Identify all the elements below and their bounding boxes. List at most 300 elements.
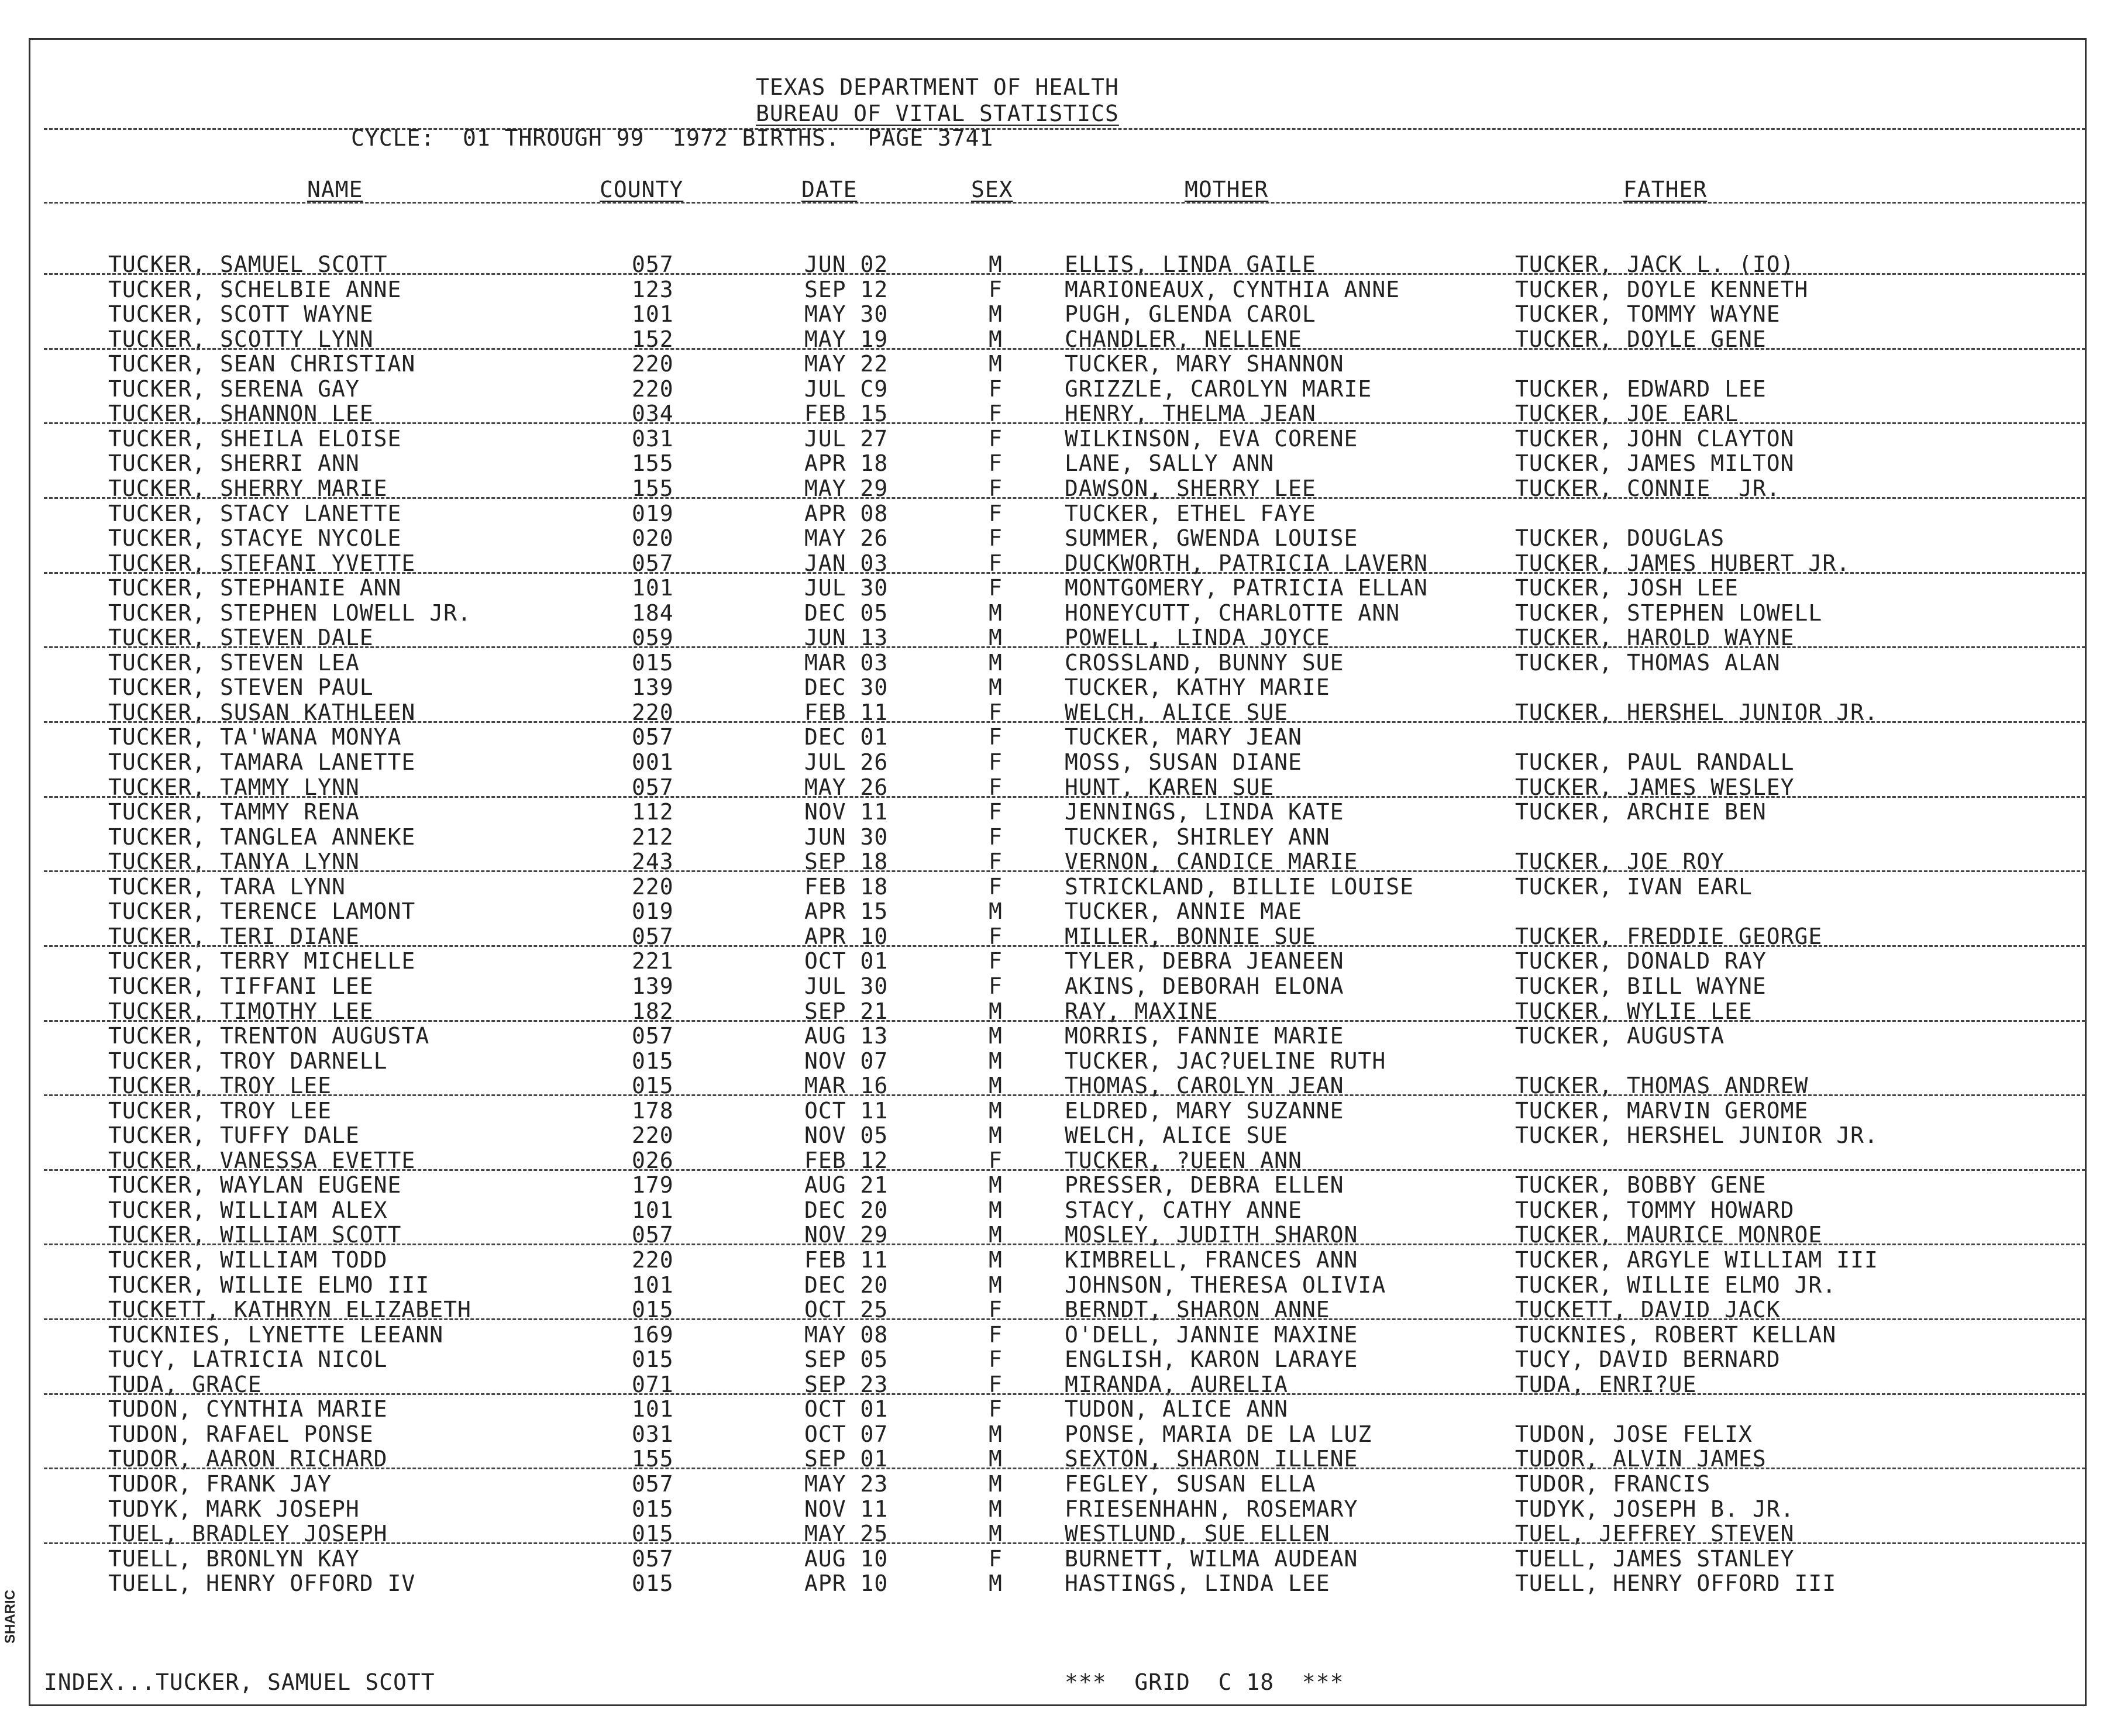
cell-county: 026 <box>632 1147 674 1173</box>
cell-father: TUCKER, DOYLE GENE <box>1515 326 1767 352</box>
cell-sex: F <box>989 873 1003 900</box>
cell-date: AUG 13 <box>804 1023 889 1049</box>
cell-father: TUDA, ENRI?UE <box>1515 1371 1697 1397</box>
cell-mother: PRESSER, DEBRA ELLEN <box>1065 1172 1344 1198</box>
cell-mother: TUDON, ALICE ANN <box>1065 1396 1289 1422</box>
cell-date: APR 10 <box>804 923 889 949</box>
cell-county: 101 <box>632 1272 674 1298</box>
table-row <box>0 1423 2058 1448</box>
cell-sex: M <box>989 1048 1003 1074</box>
cell-county: 059 <box>632 625 674 651</box>
cell-sex: F <box>989 699 1003 725</box>
cell-sex: F <box>989 1147 1003 1173</box>
cell-father: TUCKER, CONNIE JR. <box>1515 475 1781 501</box>
cell-date: DEC 01 <box>804 724 889 750</box>
cell-sex: F <box>989 824 1003 850</box>
cell-mother: O'DELL, JANNIE MAXINE <box>1065 1321 1358 1348</box>
cell-county: 101 <box>632 575 674 601</box>
cell-county: 057 <box>632 1222 674 1248</box>
cell-date: OCT 25 <box>804 1297 889 1323</box>
table-row <box>0 378 2058 402</box>
cell-father: TUCKER, THOMAS ALAN <box>1515 649 1781 676</box>
cell-sex: M <box>989 1023 1003 1049</box>
row-rule <box>44 348 2085 350</box>
table-row <box>0 1124 2058 1149</box>
table-row <box>0 649 2058 676</box>
cell-father: TUCKER, EDWARD LEE <box>1515 376 1767 402</box>
cell-date: FEB 11 <box>804 1247 889 1273</box>
table-row <box>0 900 2058 925</box>
cell-mother: HENRY, THELMA JEAN <box>1065 401 1316 427</box>
cell-county: 221 <box>632 948 674 974</box>
cell-date: APR 15 <box>804 898 889 925</box>
cell-name: TUCKER, TA'WANA MONYA <box>108 724 402 750</box>
cell-mother: MOSLEY, JUDITH SHARON <box>1065 1222 1358 1248</box>
table-row <box>0 1249 2058 1273</box>
cell-date: SEP 21 <box>804 998 889 1024</box>
row-rule <box>44 497 2085 499</box>
table-row <box>0 452 2058 477</box>
cell-sex: M <box>989 1470 1003 1497</box>
cell-date: JUN 13 <box>804 625 889 651</box>
table-row <box>0 1097 2058 1124</box>
cell-sex: M <box>989 1521 1003 1547</box>
cell-father: TUCKER, JAMES WESLEY <box>1515 774 1795 800</box>
cell-date: JUL C9 <box>804 376 889 402</box>
cell-sex: F <box>989 376 1003 402</box>
cell-county: 101 <box>632 1396 674 1422</box>
cell-sex: M <box>989 674 1003 701</box>
cell-date: MAY 29 <box>804 475 889 501</box>
table-row <box>0 602 2058 626</box>
cell-mother: POWELL, LINDA JOYCE <box>1065 625 1330 651</box>
cell-county: 071 <box>632 1371 674 1397</box>
row-rule <box>44 273 2085 275</box>
cell-sex: M <box>989 1272 1003 1298</box>
cell-date: FEB 15 <box>804 401 889 427</box>
table-row <box>0 826 2058 850</box>
cell-sex: M <box>989 252 1003 277</box>
cell-father: TUCKER, MAURICE MONROE <box>1515 1222 1823 1248</box>
cell-county: 057 <box>632 252 674 277</box>
cell-sex: F <box>989 923 1003 949</box>
cell-date: OCT 01 <box>804 1396 889 1422</box>
cell-mother: TUCKER, ETHEL FAYE <box>1065 500 1316 526</box>
row-rule <box>44 1020 2085 1022</box>
cell-county: 155 <box>632 450 674 477</box>
cell-father: TUCKER, IVAN EARL <box>1515 873 1753 900</box>
cell-sex: F <box>989 749 1003 775</box>
table-row <box>0 873 2058 900</box>
cell-county: 057 <box>632 774 674 800</box>
cell-name: TUDON, CYNTHIA MARIE <box>108 1396 388 1422</box>
cell-sex: F <box>989 500 1003 526</box>
cell-name: TUCKER, SAMUEL SCOTT <box>108 252 388 277</box>
cell-sex: M <box>989 1222 1003 1248</box>
cell-mother: TUCKER, SHIRLEY ANN <box>1065 824 1330 850</box>
cell-date: OCT 07 <box>804 1421 889 1447</box>
cell-father: TUCKER, THOMAS ANDREW <box>1515 1073 1809 1099</box>
cell-date: OCT 01 <box>804 948 889 974</box>
cell-name: TUCKER, SCOTT WAYNE <box>108 301 374 328</box>
cell-date: MAR 16 <box>804 1073 889 1099</box>
cell-mother: HASTINGS, LINDA LEE <box>1065 1570 1330 1597</box>
cell-sex: F <box>989 724 1003 750</box>
row-rule <box>44 721 2085 723</box>
cell-father: TUDOR, ALVIN JAMES <box>1515 1446 1767 1472</box>
cell-sex: M <box>989 1421 1003 1447</box>
cell-mother: GRIZZLE, CAROLYN MARIE <box>1065 376 1372 402</box>
cell-county: 019 <box>632 500 674 526</box>
cell-date: JUL 26 <box>804 749 889 775</box>
cell-sex: M <box>989 1446 1003 1472</box>
cell-county: 057 <box>632 1470 674 1497</box>
cell-name: TUCKER, WILLIAM TODD <box>108 1247 388 1273</box>
cell-county: 015 <box>632 1521 674 1547</box>
cell-name: TUDOR, AARON RICHARD <box>108 1446 388 1472</box>
cell-name: TUCKER, SEAN CHRISTIAN <box>108 351 416 377</box>
cell-name: TUCKER, SHANNON LEE <box>108 401 374 427</box>
cell-county: 212 <box>632 824 674 850</box>
cell-name: TUCKER, TIMOTHY LEE <box>108 998 374 1024</box>
cell-date: SEP 18 <box>804 849 889 875</box>
cell-mother: BURNETT, WILMA AUDEAN <box>1065 1545 1358 1572</box>
cell-mother: WELCH, ALICE SUE <box>1065 1122 1289 1149</box>
cell-date: NOV 05 <box>804 1122 889 1149</box>
col-header-date: DATE <box>801 177 858 202</box>
cell-father: TUCKER, BOBBY GENE <box>1515 1172 1767 1198</box>
cell-county: 155 <box>632 1446 674 1472</box>
cell-sex: M <box>989 351 1003 377</box>
cell-mother: TUCKER, KATHY MARIE <box>1065 674 1330 701</box>
cell-sex: M <box>989 326 1003 352</box>
table-row <box>0 751 2058 776</box>
cell-sex: M <box>989 1247 1003 1273</box>
cell-name: TUCKER, WAYLAN EUGENE <box>108 1172 402 1198</box>
cell-county: 015 <box>632 1570 674 1597</box>
cell-mother: MONTGOMERY, PATRICIA ELLAN <box>1065 575 1428 601</box>
header-rule-top <box>44 128 2085 130</box>
cell-county: 101 <box>632 301 674 328</box>
cell-name: TUCKER, TERENCE LAMONT <box>108 898 416 925</box>
table-row <box>0 1050 2058 1074</box>
cell-county: 057 <box>632 1545 674 1572</box>
cell-date: DEC 20 <box>804 1197 889 1223</box>
cell-mother: CHANDLER, NELLENE <box>1065 326 1302 352</box>
cell-father: TUCKER, BILL WAYNE <box>1515 973 1767 999</box>
cell-sex: F <box>989 1346 1003 1373</box>
cell-date: AUG 10 <box>804 1545 889 1572</box>
cell-sex: M <box>989 1172 1003 1198</box>
cell-county: 019 <box>632 898 674 925</box>
table-row <box>0 1470 2058 1497</box>
cell-sex: F <box>989 973 1003 999</box>
table-row <box>0 801 2058 825</box>
cell-mother: WELCH, ALICE SUE <box>1065 699 1289 725</box>
cell-sex: M <box>989 1570 1003 1597</box>
cell-father: TUDYK, JOSEPH B. JR. <box>1515 1496 1795 1522</box>
cell-county: 139 <box>632 674 674 701</box>
table-row <box>0 1398 2058 1422</box>
cell-date: MAY 19 <box>804 326 889 352</box>
cell-name: TUCKER, SHEILA ELOISE <box>108 425 402 452</box>
cell-date: APR 10 <box>804 1570 889 1597</box>
cell-sex: F <box>989 849 1003 875</box>
cell-date: DEC 20 <box>804 1272 889 1298</box>
cell-sex: F <box>989 1321 1003 1348</box>
cell-name: TUCKER, STEPHANIE ANN <box>108 575 402 601</box>
cell-mother: MORRIS, FANNIE MARIE <box>1065 1023 1344 1049</box>
cell-father: TUCKER, DONALD RAY <box>1515 948 1767 974</box>
cell-county: 182 <box>632 998 674 1024</box>
row-rule <box>44 572 2085 574</box>
cell-father: TUCKER, TOMMY HOWARD <box>1515 1197 1795 1223</box>
cell-date: FEB 12 <box>804 1147 889 1173</box>
table-row <box>0 502 2058 527</box>
cell-date: JUN 30 <box>804 824 889 850</box>
table-row <box>0 353 2058 377</box>
cell-county: 155 <box>632 475 674 501</box>
table-row <box>0 1274 2058 1298</box>
table-row <box>0 577 2058 601</box>
cell-name: TUCKER, STEVEN DALE <box>108 625 374 651</box>
cell-father: TUCKER, JOE EARL <box>1515 401 1739 427</box>
cell-father: TUCKER, PAUL RANDALL <box>1515 749 1795 775</box>
cell-name: TUCKER, TANYA LYNN <box>108 849 360 875</box>
cell-father: TUCKER, WYLIE LEE <box>1515 998 1753 1024</box>
cell-name: TUDOR, FRANK JAY <box>108 1470 332 1497</box>
cell-date: APR 08 <box>804 500 889 526</box>
cell-sex: M <box>989 898 1003 925</box>
table-row <box>0 950 2058 974</box>
cell-mother: FEGLEY, SUSAN ELLA <box>1065 1470 1316 1497</box>
cell-father: TUCKER, MARVIN GEROME <box>1515 1097 1809 1124</box>
cell-county: 057 <box>632 1023 674 1049</box>
table-row <box>0 1348 2058 1373</box>
cell-mother: MILLER, BONNIE SUE <box>1065 923 1316 949</box>
cell-name: TUCKER, SCOTTY LYNN <box>108 326 374 352</box>
cell-county: 015 <box>632 1496 674 1522</box>
cell-name: TUCKER, TRENTON AUGUSTA <box>108 1023 430 1049</box>
footer-index: INDEX...TUCKER, SAMUEL SCOTT <box>44 1669 435 1695</box>
cell-date: NOV 11 <box>804 799 889 825</box>
cell-county: 057 <box>632 923 674 949</box>
cell-father: TUCKER, FREDDIE GEORGE <box>1515 923 1823 949</box>
cell-county: 015 <box>632 1346 674 1373</box>
cell-county: 220 <box>632 1122 674 1149</box>
cell-date: JUN 02 <box>804 252 889 277</box>
cell-name: TUCKER, TUFFY DALE <box>108 1122 360 1149</box>
cell-sex: M <box>989 1073 1003 1099</box>
cell-date: AUG 21 <box>804 1172 889 1198</box>
cell-county: 220 <box>632 376 674 402</box>
cell-sex: F <box>989 1371 1003 1397</box>
cell-father: TUCKER, WILLIE ELMO JR. <box>1515 1272 1837 1298</box>
cell-name: TUCKER, SUSAN KATHLEEN <box>108 699 416 725</box>
table-row <box>0 1545 2058 1572</box>
cell-mother: ELLIS, LINDA GAILE <box>1065 252 1316 277</box>
cell-sex: F <box>989 1545 1003 1572</box>
cell-name: TUCKER, TAMMY LYNN <box>108 774 360 800</box>
cell-sex: M <box>989 1122 1003 1149</box>
cell-name: TUCKER, SHERRI ANN <box>108 450 360 477</box>
cell-date: NOV 07 <box>804 1048 889 1074</box>
col-header-name: NAME <box>307 177 363 202</box>
cell-sex: F <box>989 948 1003 974</box>
cell-sex: M <box>989 1496 1003 1522</box>
cell-date: NOV 11 <box>804 1496 889 1522</box>
cell-father: TUCKER, DOUGLAS <box>1515 525 1725 552</box>
cell-sex: M <box>989 998 1003 1024</box>
cell-county: 139 <box>632 973 674 999</box>
cell-name: TUCKER, TROY DARNELL <box>108 1048 388 1074</box>
table-row <box>0 425 2058 452</box>
cell-mother: MIRANDA, AURELIA <box>1065 1371 1289 1397</box>
cell-mother: MOSS, SUSAN DIANE <box>1065 749 1302 775</box>
cell-name: TUCKER, TROY LEE <box>108 1097 332 1124</box>
org-title: TEXAS DEPARTMENT OF HEALTH <box>756 74 1119 100</box>
cell-name: TUELL, BRONLYN KAY <box>108 1545 360 1572</box>
cell-father: TUCKER, JOSH LEE <box>1515 575 1739 601</box>
table-row <box>0 1572 2058 1597</box>
cell-county: 178 <box>632 1097 674 1124</box>
header-rule-bottom <box>44 202 2085 204</box>
cell-sex: M <box>989 1197 1003 1223</box>
cell-date: SEP 23 <box>804 1371 889 1397</box>
cell-name: TUCKER, TANGLEA ANNEKE <box>108 824 416 850</box>
cell-date: MAY 26 <box>804 774 889 800</box>
cell-county: 152 <box>632 326 674 352</box>
row-rule <box>44 1393 2085 1395</box>
table-row <box>0 527 2058 552</box>
table-row <box>0 1025 2058 1049</box>
cell-mother: KIMBRELL, FRANCES ANN <box>1065 1247 1358 1273</box>
cell-date: DEC 05 <box>804 600 889 626</box>
cell-date: MAR 03 <box>804 649 889 676</box>
cell-name: TUCKNIES, LYNETTE LEEANN <box>108 1321 444 1348</box>
cell-father: TUCKER, JOE ROY <box>1515 849 1725 875</box>
cell-county: 169 <box>632 1321 674 1348</box>
cell-mother: TYLER, DEBRA JEANEEN <box>1065 948 1344 974</box>
cell-name: TUCKER, WILLIE ELMO III <box>108 1272 430 1298</box>
cell-mother: STRICKLAND, BILLIE LOUISE <box>1065 873 1414 900</box>
cell-date: SEP 01 <box>804 1446 889 1472</box>
row-rule <box>44 870 2085 872</box>
cell-father: TUCKER, JAMES MILTON <box>1515 450 1795 477</box>
cell-date: MAY 08 <box>804 1321 889 1348</box>
cell-date: APR 18 <box>804 450 889 477</box>
cell-name: TUCKER, SHERRY MARIE <box>108 475 388 501</box>
cell-county: 015 <box>632 1048 674 1074</box>
cell-date: JUL 27 <box>804 425 889 452</box>
row-rule <box>44 1244 2085 1245</box>
col-header-sex: SEX <box>971 177 1013 202</box>
cell-county: 179 <box>632 1172 674 1198</box>
cell-mother: MARIONEAUX, CYNTHIA ANNE <box>1065 276 1400 302</box>
cell-father: TUCKER, JAMES HUBERT JR. <box>1515 550 1851 576</box>
cell-father: TUCY, DAVID BERNARD <box>1515 1346 1781 1373</box>
cell-county: 184 <box>632 600 674 626</box>
cell-county: 031 <box>632 425 674 452</box>
cell-name: TUCKER, STEVEN PAUL <box>108 674 374 701</box>
cell-county: 034 <box>632 401 674 427</box>
cell-name: TUCKER, TERRY MICHELLE <box>108 948 416 974</box>
cell-mother: HONEYCUTT, CHARLOTTE ANN <box>1065 600 1400 626</box>
cell-mother: PUGH, GLENDA CAROL <box>1065 301 1316 328</box>
row-rule <box>44 422 2085 424</box>
cell-mother: BERNDT, SHARON ANNE <box>1065 1297 1330 1323</box>
cycle-line: CYCLE: 01 THROUGH 99 1972 BIRTHS. PAGE 3741 <box>351 125 994 151</box>
cell-name: TUDYK, MARK JOSEPH <box>108 1496 360 1522</box>
cell-name: TUCKER, TROY LEE <box>108 1073 332 1099</box>
cell-name: TUDON, RAFAEL PONSE <box>108 1421 374 1447</box>
table-row <box>0 1321 2058 1348</box>
cell-mother: PONSE, MARIA DE LA LUZ <box>1065 1421 1372 1447</box>
cell-name: TUELL, HENRY OFFORD IV <box>108 1570 416 1597</box>
row-rule <box>44 1542 2085 1544</box>
cell-date: SEP 12 <box>804 276 889 302</box>
cell-county: 015 <box>632 1073 674 1099</box>
cell-county: 020 <box>632 525 674 552</box>
side-label: SHARIC <box>2 1589 18 1644</box>
cell-mother: SUMMER, GWENDA LOUISE <box>1065 525 1358 552</box>
cell-county: 015 <box>632 1297 674 1323</box>
row-rule <box>44 1318 2085 1320</box>
cell-name: TUCKER, VANESSA EVETTE <box>108 1147 416 1173</box>
col-header-father: FATHER <box>1623 177 1708 202</box>
cell-date: MAY 26 <box>804 525 889 552</box>
cell-name: TUCKETT, KATHRYN ELIZABETH <box>108 1297 471 1323</box>
cell-father: TUCKNIES, ROBERT KELLAN <box>1515 1321 1837 1348</box>
cell-county: 220 <box>632 699 674 725</box>
cell-sex: F <box>989 450 1003 477</box>
cell-father: TUCKETT, DAVID JACK <box>1515 1297 1781 1323</box>
cell-county: 001 <box>632 749 674 775</box>
cell-father: TUCKER, JACK L. (IO) <box>1515 252 1795 277</box>
cell-father: TUELL, JAMES STANLEY <box>1515 1545 1795 1572</box>
cell-sex: F <box>989 475 1003 501</box>
cell-father: TUEL, JEFFREY STEVEN <box>1515 1521 1795 1547</box>
cell-mother: TUCKER, ANNIE MAE <box>1065 898 1302 925</box>
cell-sex: M <box>989 301 1003 328</box>
table-row <box>0 726 2058 750</box>
cell-mother: TUCKER, MARY JEAN <box>1065 724 1302 750</box>
cell-sex: M <box>989 1097 1003 1124</box>
cell-county: 112 <box>632 799 674 825</box>
cell-name: TUCKER, STACY LANETTE <box>108 500 402 526</box>
cell-county: 015 <box>632 649 674 676</box>
cell-mother: TUCKER, MARY SHANNON <box>1065 351 1344 377</box>
cell-mother: JENNINGS, LINDA KATE <box>1065 799 1344 825</box>
cell-mother: DAWSON, SHERRY LEE <box>1065 475 1316 501</box>
table-row <box>0 975 2058 1000</box>
cell-mother: CROSSLAND, BUNNY SUE <box>1065 649 1344 676</box>
cell-date: FEB 11 <box>804 699 889 725</box>
cell-mother: TUCKER, JAC?UELINE RUTH <box>1065 1048 1386 1074</box>
cell-mother: HUNT, KAREN SUE <box>1065 774 1275 800</box>
cell-name: TUCKER, SCHELBIE ANNE <box>108 276 402 302</box>
cell-date: MAY 22 <box>804 351 889 377</box>
cell-name: TUCKER, TERI DIANE <box>108 923 360 949</box>
row-rule <box>44 796 2085 798</box>
cell-sex: F <box>989 1396 1003 1422</box>
cell-mother: WESTLUND, SUE ELLEN <box>1065 1521 1330 1547</box>
cell-father: TUELL, HENRY OFFORD III <box>1515 1570 1837 1597</box>
cell-father: TUDOR, FRANCIS <box>1515 1470 1711 1497</box>
cell-name: TUCKER, TIFFANI LEE <box>108 973 374 999</box>
cell-date: JAN 03 <box>804 550 889 576</box>
cell-name: TUCKER, SERENA GAY <box>108 376 360 402</box>
